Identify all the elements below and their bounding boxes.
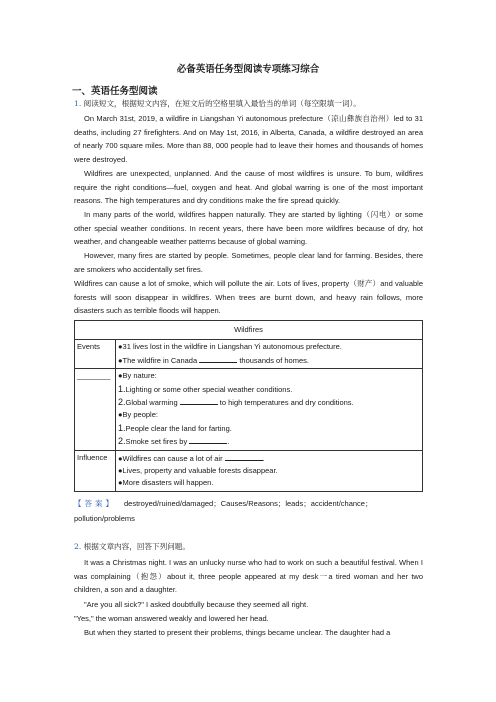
answer-blank[interactable] bbox=[225, 452, 263, 461]
table-header: Wildfires bbox=[75, 321, 423, 340]
row-label[interactable]: ________ bbox=[75, 369, 116, 450]
question-2-instruction bbox=[74, 541, 190, 552]
table-line: 1.Lighting or some other special weather conditions. bbox=[118, 383, 293, 394]
row-label: Influence bbox=[75, 450, 116, 491]
table-line: 1.People clear the land for farting. bbox=[118, 422, 232, 433]
answer-text: destroyed/ruined/damaged；Causes/Reasons；leads；accident/chance；pollution/problems bbox=[74, 499, 373, 523]
passage-paragraph: But when they started to present their problems, things became unclear. The daughter had a bbox=[84, 628, 391, 637]
wildfires-table bbox=[74, 320, 423, 492]
question-number: 1. bbox=[74, 99, 82, 108]
question-1-instruction bbox=[74, 97, 361, 110]
row-label: Events bbox=[75, 340, 116, 369]
passage-paragraph: On March 31st, 2019, a wildfire in Liangshan Yi autonomous prefecture（凉山彝族自治州）led to 31 deaths, including 27 firefighters. And on May 1st, 2016, in Alberta, Canada, a wildfire destroyed an area of nearly 700 square miles. More than 88, 000 people had to leave their homes and thousands of homes were destroyed. bbox=[74, 114, 423, 164]
table-line: ●By nature: bbox=[118, 371, 157, 381]
row-content bbox=[116, 450, 423, 491]
passage-paragraph: Wildfires can cause a lot of smoke, which will pollute the air. Lots of lives, property（财产）and valuable forests will soon disappear in wildfires. When trees are burnt down, and heavy rain follows, more disasters such as terrible floods will happen. bbox=[74, 279, 423, 316]
table-line: ●More disasters will happen. bbox=[118, 478, 214, 488]
answer-blank[interactable] bbox=[180, 396, 218, 405]
passage-paragraph: However, many fires are started by people. Sometimes, people clear land for farming. Besides, there are smokers who accidentally set fires. bbox=[74, 251, 423, 274]
page-title: 必备英语任务型阅读专项练习综合 bbox=[176, 64, 320, 75]
answer-blank[interactable] bbox=[189, 435, 227, 444]
table-line: 2.Smoke set fires by . bbox=[118, 436, 230, 447]
table-line: ●31 lives lost in the wildfire in Liangshan Yi autonomous prefecture. bbox=[118, 342, 342, 352]
instruction-text: 根据文章内容，回答下列问题。 bbox=[83, 542, 190, 551]
question-number: 2. bbox=[74, 542, 82, 551]
row-content bbox=[116, 340, 423, 369]
answer-block bbox=[74, 496, 423, 526]
table-line: ●The wildfire in Canada thousands of homes. bbox=[118, 355, 309, 365]
table-row bbox=[75, 450, 423, 491]
passage-paragraph: It was a Christmas night. I was an unlucky nurse who had to work on such a beautiful festival. When I was complaining（抱怨）about it, three people appeared at my desk一a tired woman and her two children, a son and a daughter. bbox=[74, 558, 423, 595]
answer-tag: 【答案】 bbox=[74, 499, 116, 508]
passage-paragraph: Wildfires are unexpected, unplanned. And the cause of most wildfires is unsure. To bum, wildfires require the right conditions—fuel, oxygen and heat. And global warring is one of the most important reasons. The high temperatures and dry conditions make the fire spread quickly. bbox=[74, 169, 423, 206]
answer-blank[interactable] bbox=[199, 354, 237, 363]
passage-paragraph: "Are you all sick?" I asked doubtfully because they seemed all right. bbox=[84, 600, 309, 609]
table-row bbox=[75, 340, 423, 369]
section-heading: 一、英语任务型阅读 bbox=[72, 86, 158, 97]
instruction-text: 阅读短文，根据短文内容，在短文后的空格里填入最恰当的单词（每空限填一词）。 bbox=[83, 99, 361, 108]
table-line: 2.Global warming to high temperatures and dry conditions. bbox=[118, 397, 354, 408]
table-line: ●By people: bbox=[118, 410, 158, 420]
row-content bbox=[116, 369, 423, 450]
passage-paragraph: "Yes," the woman answered weakly and lowered her head. bbox=[74, 614, 269, 623]
passage-paragraph: In many parts of the world, wildfires happen naturally. They are started by lighting（闪电）or some other special weather conditions. In recent years, there have been more wildfires because of dry, hot weather, and changeable weather patterns because of global warning. bbox=[74, 210, 423, 247]
table-line: ●Lives, property and valuable forests disappear. bbox=[118, 466, 278, 476]
table-line: ●Wildfires can cause a lot of air . bbox=[118, 453, 265, 463]
table-row bbox=[75, 369, 423, 450]
